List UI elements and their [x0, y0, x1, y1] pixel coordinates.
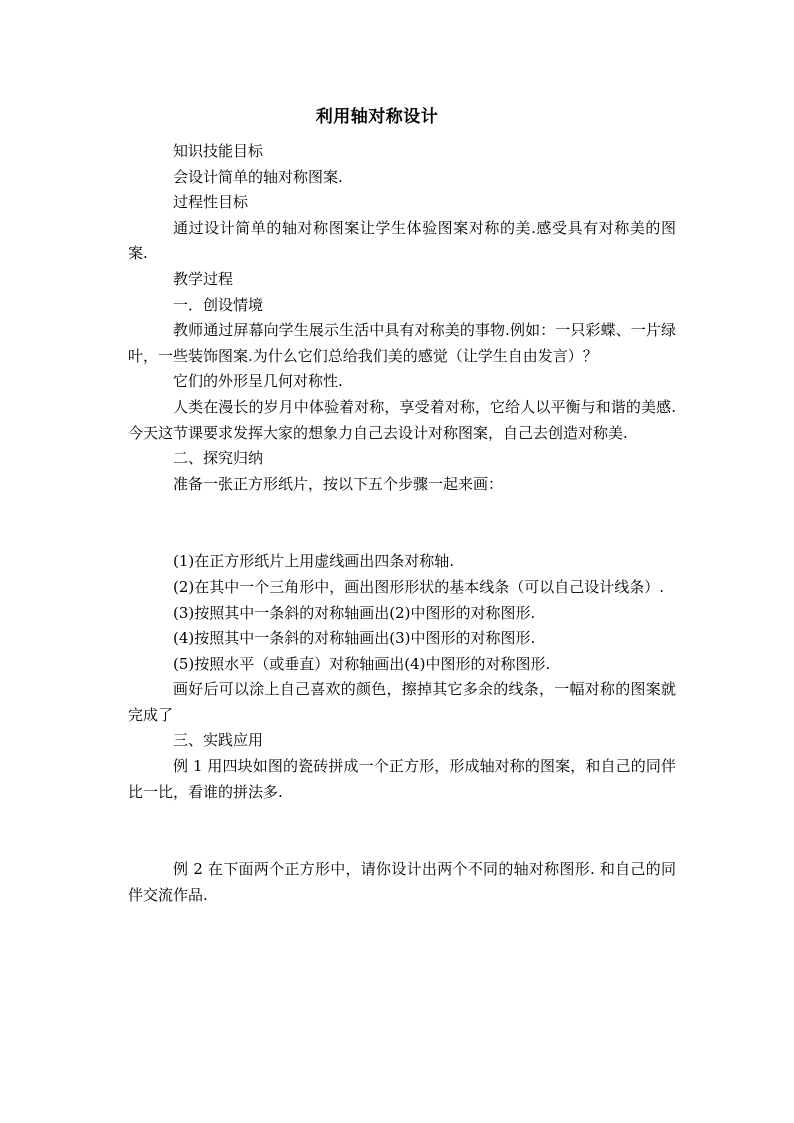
- paragraph: 它们的外形呈几何对称性.: [173, 372, 343, 391]
- section-heading-teaching-process: 教学过程: [173, 269, 234, 288]
- step-item: (4)按照其中一条斜的对称轴画出(3)中图形的对称图形.: [173, 629, 536, 648]
- blank-figure-space: [128, 497, 676, 549]
- step-item: (1)在正方形纸片上用虚线画出四条对称轴.: [173, 552, 455, 571]
- example-2: 例 2 在下面两个正方形中，请你设计出两个不同的轴对称图形. 和自己的同伴交流作品.: [128, 860, 676, 904]
- section-heading-explore: 二、探究归纳: [173, 449, 264, 468]
- example-1: 例 1 用四块如图的瓷砖拼成一个正方形，形成轴对称的图案，和自己的同伴比一比，看谁的拼法多.: [128, 757, 676, 801]
- paragraph: 通过设计简单的轴对称图案让学生体验图案对称的美.感受具有对称美的图案.: [128, 218, 676, 263]
- document-title: 利用轴对称设计: [315, 107, 439, 127]
- section-heading-knowledge-goals: 知识技能目标: [173, 142, 264, 160]
- step-item: (2)在其中一个三角形中，画出图形形状的基本线条（可以自己设计线条）.: [173, 577, 665, 596]
- paragraph: 会设计简单的轴对称图案.: [173, 167, 343, 186]
- section-heading-scenario: 一．创设情境: [173, 295, 264, 314]
- blank-figure-space: [128, 805, 676, 857]
- paragraph: 人类在漫长的岁月中体验着对称，享受着对称，它给人以平衡与和谐的美感.今天这节课要求发挥大家的想象力自己去设计对称图案，自己去创造对称美.: [128, 397, 676, 442]
- section-heading-practice: 三、实践应用: [173, 731, 264, 750]
- step-item: (3)按照其中一条斜的对称轴画出(2)中图形的对称图形.: [173, 603, 536, 622]
- paragraph: 画好后可以涂上自己喜欢的颜色，擦掉其它多余的线条，一幅对称的图案就完成了: [128, 680, 676, 724]
- document-body: [128, 139, 676, 908]
- paragraph: 教师通过屏幕向学生展示生活中具有对称美的事物.例如：一只彩蝶、一片绿叶，一些装饰图案.为什么它们总给我们美的感觉（让学生自由发言）？: [128, 321, 676, 365]
- paragraph: 准备一张正方形纸片，按以下五个步骤一起来画：: [173, 474, 504, 493]
- section-heading-process-goals: 过程性目标: [173, 193, 249, 212]
- step-item: (5)按照水平（或垂直）对称轴画出(4)中图形的对称图形.: [173, 654, 551, 673]
